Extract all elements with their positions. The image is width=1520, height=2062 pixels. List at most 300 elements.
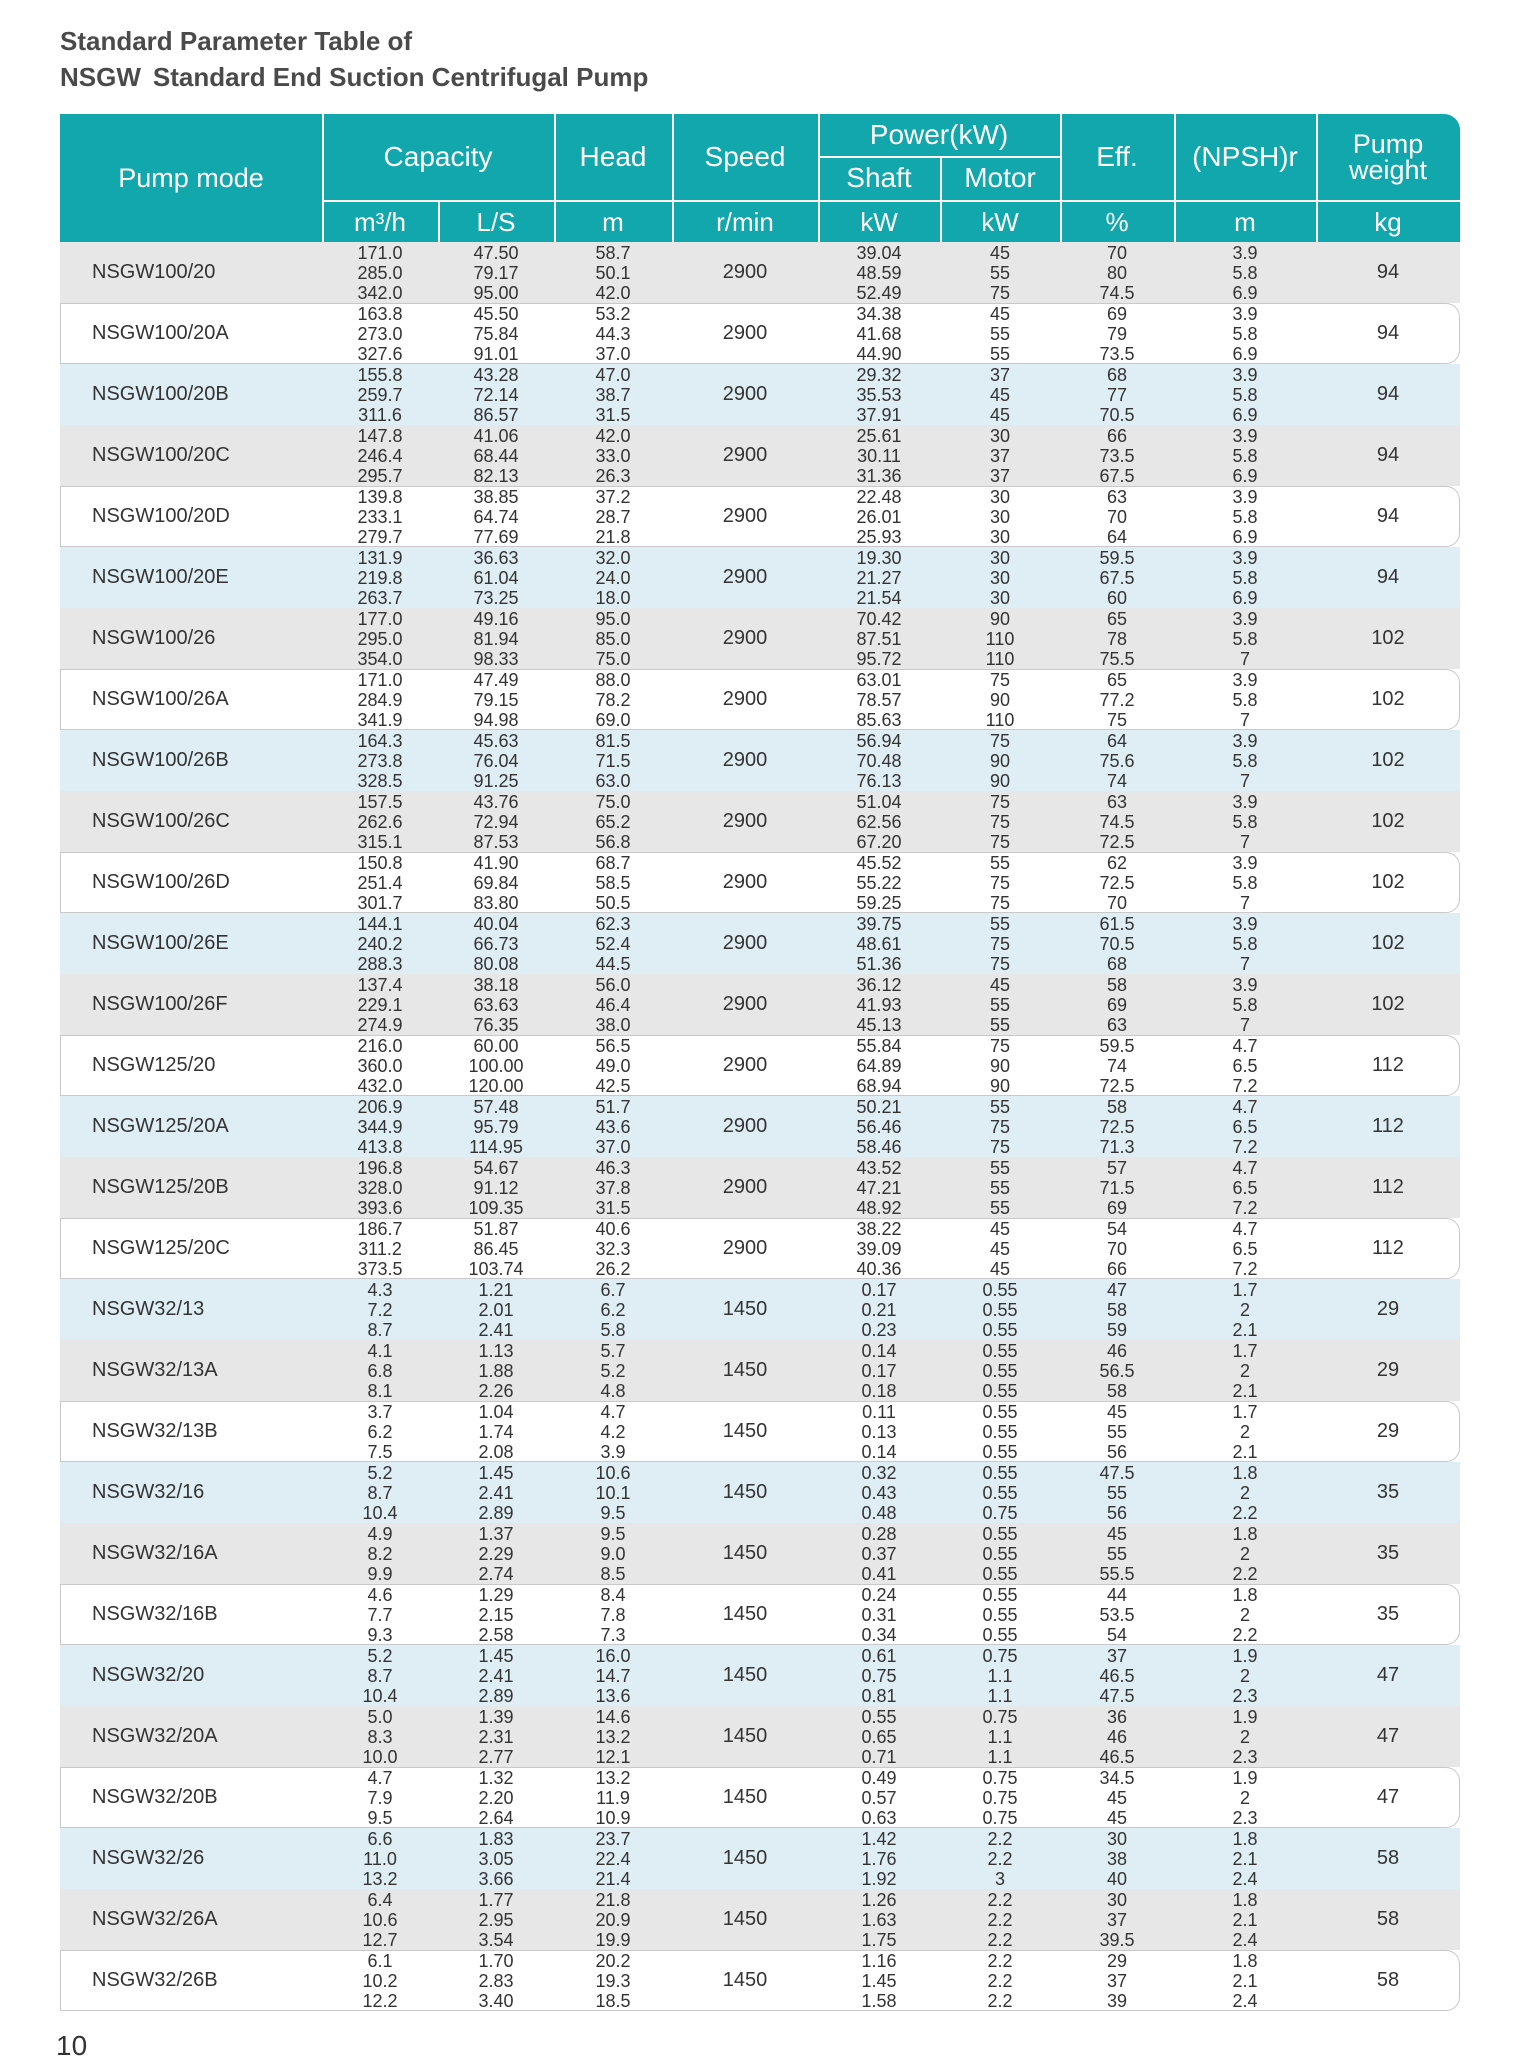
value-ls: 79.17 bbox=[473, 263, 519, 283]
value-m3h: 301.7 bbox=[357, 893, 403, 913]
cell-ls bbox=[438, 670, 554, 730]
cell-motor bbox=[940, 487, 1060, 547]
header-shaft: Shaft bbox=[846, 162, 912, 193]
cell-eff bbox=[1060, 243, 1174, 303]
value-ls: 76.35 bbox=[473, 1015, 519, 1035]
cell-model: NSGW32/13A bbox=[92, 1359, 218, 1381]
value-eff: 37 bbox=[1106, 1910, 1128, 1930]
value-ls: 2.64 bbox=[478, 1808, 514, 1828]
cell-motor bbox=[940, 731, 1060, 791]
cell-shaft bbox=[818, 1463, 940, 1523]
cell-ls bbox=[438, 1463, 554, 1523]
cell-eff bbox=[1060, 1097, 1174, 1157]
value-motor: 55 bbox=[989, 1178, 1011, 1198]
value-head: 32.0 bbox=[595, 548, 631, 568]
value-head: 14.7 bbox=[595, 1666, 631, 1686]
cell-ls bbox=[438, 365, 554, 425]
value-ls: 1.74 bbox=[478, 1422, 514, 1442]
value-shaft: 56.94 bbox=[856, 731, 902, 751]
value-m3h: 373.5 bbox=[357, 1259, 403, 1279]
value-eff: 65 bbox=[1106, 609, 1128, 629]
cell-motor bbox=[940, 304, 1060, 364]
value-ls: 61.04 bbox=[473, 568, 519, 588]
cell-head bbox=[554, 792, 672, 852]
value-m3h: 12.2 bbox=[362, 1991, 398, 2011]
value-motor: 2.2 bbox=[987, 1930, 1013, 1950]
value-shaft: 41.93 bbox=[856, 995, 902, 1015]
value-motor: 55 bbox=[989, 263, 1011, 283]
value-ls: 45.63 bbox=[473, 731, 519, 751]
value-eff: 54 bbox=[1106, 1219, 1128, 1239]
value-shaft: 0.14 bbox=[861, 1442, 897, 1462]
cell-speed: 1450 bbox=[722, 1542, 768, 1564]
value-m3h: 413.8 bbox=[357, 1137, 403, 1157]
value-motor: 0.55 bbox=[982, 1625, 1018, 1645]
cell-shaft bbox=[818, 1402, 940, 1462]
value-shaft: 0.81 bbox=[861, 1686, 897, 1706]
cell-npsh bbox=[1174, 1768, 1316, 1828]
cell-weight: 29 bbox=[1376, 1420, 1400, 1442]
cell-model: NSGW100/20B bbox=[92, 383, 229, 405]
value-ls: 75.84 bbox=[473, 324, 519, 344]
value-eff: 62 bbox=[1106, 853, 1128, 873]
value-eff: 65 bbox=[1106, 670, 1128, 690]
value-npsh: 7 bbox=[1239, 710, 1250, 730]
cell-m3h bbox=[322, 975, 438, 1035]
value-npsh: 3.9 bbox=[1232, 609, 1258, 629]
value-eff: 63 bbox=[1106, 487, 1128, 507]
value-eff: 55 bbox=[1106, 1544, 1128, 1564]
value-ls: 2.89 bbox=[478, 1503, 514, 1523]
value-motor: 110 bbox=[985, 710, 1015, 730]
cell-eff bbox=[1060, 731, 1174, 791]
value-ls: 94.98 bbox=[473, 710, 519, 730]
value-npsh: 1.9 bbox=[1232, 1646, 1258, 1666]
cell-motor bbox=[940, 1768, 1060, 1828]
value-eff: 30 bbox=[1106, 1890, 1128, 1910]
value-npsh: 7 bbox=[1239, 771, 1250, 791]
cell-m3h bbox=[322, 914, 438, 974]
value-eff: 80 bbox=[1106, 263, 1128, 283]
table-row bbox=[60, 1889, 1460, 1950]
value-shaft: 0.65 bbox=[861, 1727, 897, 1747]
cell-motor bbox=[940, 1585, 1060, 1645]
value-ls: 1.29 bbox=[478, 1585, 514, 1605]
value-head: 81.5 bbox=[595, 731, 631, 751]
value-head: 37.0 bbox=[595, 344, 631, 364]
cell-m3h bbox=[322, 609, 438, 669]
value-npsh: 1.8 bbox=[1232, 1829, 1258, 1849]
value-eff: 29 bbox=[1106, 1951, 1128, 1971]
cell-shaft bbox=[818, 670, 940, 730]
table-row bbox=[60, 791, 1460, 852]
value-motor: 2.2 bbox=[987, 1991, 1013, 2011]
cell-model: NSGW32/26A bbox=[92, 1908, 218, 1930]
cell-npsh bbox=[1174, 609, 1316, 669]
cell-speed: 2900 bbox=[722, 505, 768, 527]
value-motor: 0.55 bbox=[982, 1341, 1018, 1361]
value-eff: 63 bbox=[1106, 792, 1128, 812]
cell-npsh bbox=[1174, 1341, 1316, 1401]
value-head: 37.2 bbox=[595, 487, 631, 507]
table-row bbox=[60, 1950, 1460, 2011]
value-npsh: 1.8 bbox=[1232, 1890, 1258, 1910]
cell-ls bbox=[438, 1341, 554, 1401]
value-eff: 30 bbox=[1106, 1829, 1128, 1849]
value-motor: 0.55 bbox=[982, 1300, 1018, 1320]
value-npsh: 5.8 bbox=[1232, 934, 1258, 954]
value-m3h: 171.0 bbox=[357, 243, 403, 263]
table-row bbox=[60, 1767, 1460, 1828]
value-motor: 0.55 bbox=[982, 1544, 1018, 1564]
value-npsh: 7.2 bbox=[1232, 1198, 1258, 1218]
value-head: 26.3 bbox=[595, 466, 631, 486]
value-head: 42.5 bbox=[595, 1076, 631, 1096]
value-npsh: 7.2 bbox=[1232, 1076, 1258, 1096]
cell-head bbox=[554, 609, 672, 669]
value-head: 10.1 bbox=[595, 1483, 631, 1503]
cell-npsh bbox=[1174, 1524, 1316, 1584]
value-m3h: 9.3 bbox=[367, 1625, 393, 1645]
value-npsh: 1.7 bbox=[1232, 1280, 1258, 1300]
value-ls: 54.67 bbox=[473, 1158, 519, 1178]
value-shaft: 0.48 bbox=[861, 1503, 897, 1523]
value-ls: 68.44 bbox=[473, 446, 519, 466]
value-motor: 75 bbox=[989, 792, 1011, 812]
cell-m3h bbox=[322, 1646, 438, 1706]
value-ls: 3.66 bbox=[478, 1869, 514, 1889]
cell-speed: 2900 bbox=[722, 383, 768, 405]
value-npsh: 2.2 bbox=[1232, 1503, 1258, 1523]
value-eff: 72.5 bbox=[1099, 1117, 1135, 1137]
value-eff: 47.5 bbox=[1099, 1686, 1135, 1706]
cell-head bbox=[554, 1524, 672, 1584]
value-head: 33.0 bbox=[595, 446, 631, 466]
value-m3h: 13.2 bbox=[362, 1869, 398, 1889]
cell-head bbox=[554, 1402, 672, 1462]
value-motor: 90 bbox=[989, 1056, 1011, 1076]
cell-eff bbox=[1060, 1829, 1174, 1889]
cell-shaft bbox=[818, 914, 940, 974]
value-m3h: 4.9 bbox=[367, 1524, 393, 1544]
cell-speed: 1450 bbox=[722, 1481, 768, 1503]
cell-model: NSGW100/26B bbox=[92, 749, 229, 771]
cell-ls bbox=[438, 243, 554, 303]
cell-motor bbox=[940, 792, 1060, 852]
value-shaft: 64.89 bbox=[856, 1056, 902, 1076]
value-shaft: 58.46 bbox=[856, 1137, 902, 1157]
cell-head bbox=[554, 243, 672, 303]
value-motor: 2.2 bbox=[987, 1951, 1013, 1971]
cell-motor bbox=[940, 1707, 1060, 1767]
value-eff: 71.3 bbox=[1099, 1137, 1135, 1157]
value-ls: 1.77 bbox=[478, 1890, 514, 1910]
cell-ls bbox=[438, 1707, 554, 1767]
value-m3h: 295.0 bbox=[357, 629, 403, 649]
value-head: 65.2 bbox=[595, 812, 631, 832]
value-eff: 69 bbox=[1106, 1198, 1128, 1218]
value-ls: 41.06 bbox=[473, 426, 519, 446]
cell-m3h bbox=[322, 792, 438, 852]
table-row bbox=[60, 1279, 1460, 1340]
cell-npsh bbox=[1174, 670, 1316, 730]
table-row bbox=[60, 852, 1460, 913]
value-head: 26.2 bbox=[595, 1259, 631, 1279]
value-npsh: 1.7 bbox=[1232, 1341, 1258, 1361]
cell-motor bbox=[940, 426, 1060, 486]
cell-head bbox=[554, 426, 672, 486]
cell-head bbox=[554, 914, 672, 974]
value-head: 18.0 bbox=[595, 588, 631, 608]
value-shaft: 0.21 bbox=[861, 1300, 897, 1320]
cell-m3h bbox=[322, 304, 438, 364]
cell-weight: 58 bbox=[1376, 1908, 1400, 1930]
cell-model: NSGW32/20A bbox=[92, 1725, 218, 1747]
value-ls: 2.41 bbox=[478, 1320, 514, 1340]
cell-eff bbox=[1060, 853, 1174, 913]
value-eff: 34.5 bbox=[1099, 1768, 1135, 1788]
value-head: 37.8 bbox=[595, 1178, 631, 1198]
unit-m3h: m³/h bbox=[354, 206, 406, 237]
value-motor: 75 bbox=[989, 832, 1011, 852]
value-shaft: 0.31 bbox=[861, 1605, 897, 1625]
table-row bbox=[60, 608, 1460, 669]
cell-npsh bbox=[1174, 548, 1316, 608]
value-ls: 57.48 bbox=[473, 1097, 519, 1117]
value-head: 50.5 bbox=[595, 893, 631, 913]
value-head: 56.8 bbox=[595, 832, 631, 852]
cell-m3h bbox=[322, 243, 438, 303]
value-head: 5.8 bbox=[600, 1320, 626, 1340]
cell-motor bbox=[940, 1890, 1060, 1950]
table-row bbox=[60, 303, 1460, 364]
value-m3h: 327.6 bbox=[357, 344, 403, 364]
value-motor: 110 bbox=[985, 649, 1015, 669]
cell-m3h bbox=[322, 1768, 438, 1828]
value-eff: 70 bbox=[1106, 1239, 1128, 1259]
value-shaft: 52.49 bbox=[856, 283, 902, 303]
unit-ls: L/S bbox=[476, 206, 516, 237]
cell-motor bbox=[940, 1219, 1060, 1279]
value-motor: 2.2 bbox=[987, 1971, 1013, 1991]
value-motor: 75 bbox=[989, 1137, 1011, 1157]
cell-motor bbox=[940, 914, 1060, 974]
value-head: 63.0 bbox=[595, 771, 631, 791]
value-m3h: 163.8 bbox=[357, 304, 403, 324]
value-eff: 77.2 bbox=[1099, 690, 1135, 710]
cell-ls bbox=[438, 1158, 554, 1218]
cell-model: NSGW32/20 bbox=[92, 1664, 205, 1686]
value-eff: 37 bbox=[1106, 1971, 1128, 1991]
cell-shaft bbox=[818, 1219, 940, 1279]
value-motor: 0.55 bbox=[982, 1483, 1018, 1503]
value-ls: 2.31 bbox=[478, 1727, 514, 1747]
cell-shaft bbox=[818, 1951, 940, 2011]
value-ls: 76.04 bbox=[473, 751, 519, 771]
value-ls: 91.01 bbox=[473, 344, 519, 364]
value-eff: 79 bbox=[1106, 324, 1128, 344]
cell-shaft bbox=[818, 853, 940, 913]
value-eff: 59.5 bbox=[1099, 548, 1135, 568]
cell-speed: 2900 bbox=[722, 444, 768, 466]
value-shaft: 35.53 bbox=[856, 385, 902, 405]
cell-npsh bbox=[1174, 487, 1316, 547]
cell-m3h bbox=[322, 731, 438, 791]
table-row bbox=[60, 364, 1460, 425]
cell-weight: 47 bbox=[1376, 1786, 1400, 1808]
cell-ls bbox=[438, 426, 554, 486]
value-eff: 36 bbox=[1106, 1707, 1128, 1727]
value-shaft: 0.63 bbox=[861, 1808, 897, 1828]
value-shaft: 62.56 bbox=[856, 812, 902, 832]
value-head: 14.6 bbox=[595, 1707, 631, 1727]
value-shaft: 0.17 bbox=[861, 1280, 897, 1300]
value-ls: 1.21 bbox=[478, 1280, 514, 1300]
value-ls: 73.25 bbox=[473, 588, 519, 608]
value-motor: 75 bbox=[989, 812, 1011, 832]
value-shaft: 0.14 bbox=[861, 1341, 897, 1361]
value-npsh: 1.8 bbox=[1232, 1951, 1258, 1971]
value-m3h: 240.2 bbox=[357, 934, 403, 954]
cell-head bbox=[554, 1890, 672, 1950]
value-m3h: 8.1 bbox=[367, 1381, 393, 1401]
value-eff: 74 bbox=[1106, 771, 1128, 791]
value-ls: 86.57 bbox=[473, 405, 519, 425]
table-row bbox=[60, 486, 1460, 547]
value-head: 11.9 bbox=[596, 1788, 630, 1808]
value-ls: 69.84 bbox=[473, 873, 519, 893]
value-shaft: 0.24 bbox=[861, 1585, 897, 1605]
value-m3h: 6.4 bbox=[367, 1890, 393, 1910]
title-product: Standard End Suction Centrifugal Pump bbox=[152, 62, 649, 92]
value-eff: 61.5 bbox=[1099, 914, 1135, 934]
value-ls: 77.69 bbox=[473, 527, 519, 547]
value-npsh: 5.8 bbox=[1232, 324, 1258, 344]
cell-head bbox=[554, 731, 672, 791]
cell-speed: 2900 bbox=[722, 566, 768, 588]
cell-eff bbox=[1060, 548, 1174, 608]
value-m3h: 137.4 bbox=[357, 975, 403, 995]
value-m3h: 219.8 bbox=[357, 568, 403, 588]
value-head: 75.0 bbox=[595, 649, 631, 669]
value-motor: 55 bbox=[989, 914, 1011, 934]
cell-speed: 2900 bbox=[722, 810, 768, 832]
value-m3h: 285.0 bbox=[357, 263, 403, 283]
cell-ls bbox=[438, 1951, 554, 2011]
cell-speed: 1450 bbox=[722, 1786, 768, 1808]
value-head: 9.5 bbox=[600, 1503, 626, 1523]
cell-weight: 102 bbox=[1371, 932, 1405, 954]
cell-speed: 2900 bbox=[722, 322, 768, 344]
value-head: 19.3 bbox=[595, 1971, 631, 1991]
value-shaft: 1.45 bbox=[861, 1971, 897, 1991]
value-m3h: 328.0 bbox=[357, 1178, 403, 1198]
value-shaft: 0.11 bbox=[862, 1402, 896, 1422]
value-shaft: 41.68 bbox=[856, 324, 902, 344]
cell-head bbox=[554, 1768, 672, 1828]
value-ls: 1.39 bbox=[478, 1707, 514, 1727]
value-m3h: 6.1 bbox=[367, 1951, 393, 1971]
cell-weight: 94 bbox=[1376, 444, 1400, 466]
cell-shaft bbox=[818, 1768, 940, 1828]
value-ls: 1.45 bbox=[478, 1646, 514, 1666]
value-m3h: 157.5 bbox=[357, 792, 403, 812]
value-m3h: 233.1 bbox=[357, 507, 403, 527]
value-npsh: 7 bbox=[1239, 1015, 1250, 1035]
value-motor: 1.1 bbox=[987, 1747, 1013, 1767]
value-ls: 83.80 bbox=[473, 893, 519, 913]
cell-head bbox=[554, 853, 672, 913]
value-m3h: 147.8 bbox=[357, 426, 403, 446]
value-eff: 72.5 bbox=[1099, 1076, 1135, 1096]
cell-m3h bbox=[322, 1890, 438, 1950]
value-eff: 66 bbox=[1106, 1259, 1128, 1279]
cell-motor bbox=[940, 1097, 1060, 1157]
value-m3h: 186.7 bbox=[357, 1219, 403, 1239]
cell-npsh bbox=[1174, 1646, 1316, 1706]
value-head: 53.2 bbox=[595, 304, 631, 324]
value-shaft: 44.90 bbox=[856, 344, 902, 364]
value-head: 4.2 bbox=[600, 1422, 626, 1442]
cell-motor bbox=[940, 1158, 1060, 1218]
value-ls: 45.50 bbox=[473, 304, 519, 324]
value-head: 40.6 bbox=[595, 1219, 631, 1239]
cell-model: NSGW32/16 bbox=[92, 1481, 205, 1503]
cell-speed: 2900 bbox=[722, 1115, 768, 1137]
value-motor: 0.55 bbox=[982, 1524, 1018, 1544]
value-ls: 2.95 bbox=[478, 1910, 514, 1930]
table-row bbox=[60, 242, 1460, 303]
cell-model: NSGW100/20 bbox=[92, 261, 216, 283]
value-m3h: 206.9 bbox=[357, 1097, 403, 1117]
cell-m3h bbox=[322, 670, 438, 730]
cell-m3h bbox=[322, 1524, 438, 1584]
value-npsh: 2 bbox=[1239, 1300, 1250, 1320]
cell-npsh bbox=[1174, 1036, 1316, 1096]
table-row bbox=[60, 730, 1460, 791]
cell-speed: 1450 bbox=[722, 1603, 768, 1625]
value-m3h: 8.7 bbox=[367, 1666, 393, 1686]
value-ls: 63.63 bbox=[473, 995, 519, 1015]
value-shaft: 21.54 bbox=[856, 588, 902, 608]
value-eff: 70 bbox=[1106, 243, 1128, 263]
value-ls: 47.49 bbox=[473, 670, 519, 690]
value-motor: 90 bbox=[989, 1076, 1011, 1096]
cell-ls bbox=[438, 792, 554, 852]
cell-m3h bbox=[322, 548, 438, 608]
cell-npsh bbox=[1174, 1585, 1316, 1645]
value-head: 42.0 bbox=[595, 426, 631, 446]
cell-weight: 94 bbox=[1376, 261, 1400, 283]
value-head: 37.0 bbox=[595, 1137, 631, 1157]
cell-ls bbox=[438, 1524, 554, 1584]
cell-eff bbox=[1060, 1646, 1174, 1706]
cell-model: NSGW100/20C bbox=[92, 444, 230, 466]
cell-m3h bbox=[322, 1158, 438, 1218]
value-ls: 41.90 bbox=[473, 853, 519, 873]
cell-head bbox=[554, 548, 672, 608]
value-motor: 30 bbox=[989, 426, 1011, 446]
header-pump-weight: Pump weight bbox=[1348, 129, 1428, 185]
table-header bbox=[60, 114, 1460, 242]
value-npsh: 5.8 bbox=[1232, 568, 1258, 588]
value-npsh: 2 bbox=[1239, 1544, 1250, 1564]
cell-shaft bbox=[818, 975, 940, 1035]
value-head: 69.0 bbox=[595, 710, 631, 730]
cell-weight: 102 bbox=[1371, 871, 1405, 893]
value-m3h: 10.0 bbox=[362, 1747, 398, 1767]
value-m3h: 246.4 bbox=[357, 446, 403, 466]
